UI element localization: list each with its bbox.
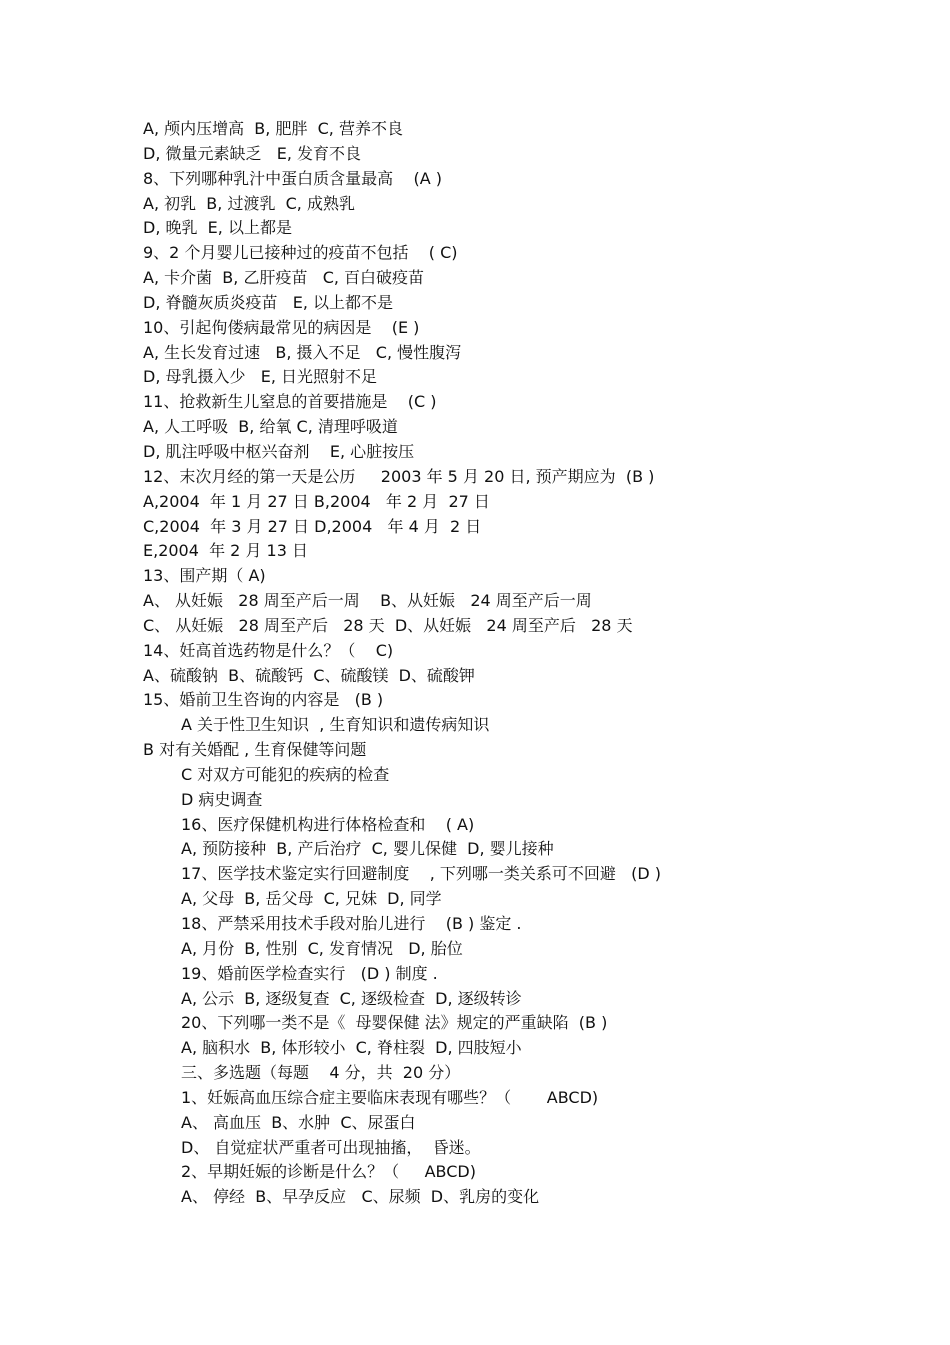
text-line: A, 月份 B, 性别 C, 发育情况 D, 胎位 <box>181 938 463 958</box>
text-line: A 关于性卫生知识 , 生育知识和遗传病知识 <box>181 715 490 735</box>
text-line: B 对有关婚配 , 生育保健等问题 <box>143 740 367 760</box>
text-line: C,2004 年 3 月 27 日 D,2004 年 4 月 2 日 <box>143 516 482 536</box>
text-line: A,2004 年 1 月 27 日 B,2004 年 2 月 27 日 <box>143 491 490 511</box>
question-line: 12、末次月经的第一天是公历 2003 年 5 月 20 日, 预产期应为 (B ) <box>143 466 655 486</box>
text-line: D, 脊髓灰质炎疫苗 E, 以上都不是 <box>143 292 394 312</box>
question-line: 8、下列哪种乳汁中蛋白质含量最高 (A ) <box>143 168 443 188</box>
text-line: A, 人工呼吸 B, 给氧 C, 清理呼吸道 <box>143 417 398 437</box>
text-line: D、 自觉症状严重者可出现抽搐， 昏迷。 <box>181 1137 481 1157</box>
question-line: 10、引起佝偻病最常见的病因是 (E ) <box>143 317 420 337</box>
question-line: 15、婚前卫生咨询的内容是 (B ) <box>143 690 384 710</box>
question-line: 18、严禁采用技术手段对胎儿进行 (B ) 鉴定 . <box>181 914 522 933</box>
text-line: A, 初乳 B, 过渡乳 C, 成熟乳 <box>143 193 355 213</box>
question-line: 20、下列哪一类不是《 母婴保健 法》规定的严重缺陷 (B ) <box>181 1013 608 1033</box>
text-line: A、硫酸钠 B、硫酸钙 C、硫酸镁 D、硫酸钾 <box>143 665 475 685</box>
question-line: 17、医学技术鉴定实行回避制度 , 下列哪一类关系可不回避 (D ) <box>181 864 662 884</box>
text-line: A、 高血压 B、水肿 C、尿蛋白 <box>181 1112 416 1132</box>
question-line: 11、抢救新生儿窒息的首要措施是 (C ) <box>143 392 437 412</box>
question-line: 14、妊高首选药物是什么？（ C) <box>143 640 394 660</box>
question-line: 19、婚前医学检查实行 (D ) 制度 . <box>181 963 438 983</box>
text-line: A, 父母 B, 岳父母 C, 兄妹 D, 同学 <box>181 889 442 909</box>
text-line: D, 微量元素缺乏 E, 发育不良 <box>143 143 362 163</box>
text-line: A、 从妊娠 28 周至产后一周 B、从妊娠 24 周至产后一周 <box>143 591 592 611</box>
text-line: A, 公示 B, 逐级复查 C, 逐级检查 D, 逐级转诊 <box>181 988 522 1008</box>
question-line: 13、围产期（ A) <box>143 566 266 586</box>
text-line: D, 晚乳 E, 以上都是 <box>143 218 292 238</box>
document-body <box>0 117 950 1210</box>
section-heading: 三、多选题（每题 4 分，共 20 分） <box>181 1063 461 1083</box>
text-line: A, 脑积水 B, 体形较小 C, 脊柱裂 D, 四肢短小 <box>181 1038 522 1058</box>
question-line: 16、医疗保健机构进行体格检查和 ( A) <box>181 814 475 834</box>
text-line: A, 颅内压增高 B, 肥胖 C, 营养不良 <box>143 119 403 138</box>
text-line: C、 从妊娠 28 周至产后 28 天 D、从妊娠 24 周至产后 28 天 <box>143 615 633 635</box>
question-line: 1、妊娠高血压综合症主要临床表现有哪些？（ ABCD) <box>181 1087 599 1107</box>
text-line: C 对双方可能犯的疾病的检查 <box>181 764 390 784</box>
text-line: A、 停经 B、早孕反应 C、尿频 D、乳房的变化 <box>181 1187 540 1207</box>
text-line: D, 母乳摄入少 E, 日光照射不足 <box>143 367 378 387</box>
text-line: A, 卡介菌 B, 乙肝疫苗 C, 百白破疫苗 <box>143 268 425 288</box>
question-line: 9、2 个月婴儿已接种过的疫苗不包括 ( C) <box>143 243 458 263</box>
text-line: E,2004 年 2 月 13 日 <box>143 541 308 561</box>
text-line: A, 生长发育过速 B, 摄入不足 C, 慢性腹泻 <box>143 342 462 362</box>
text-line: A, 预防接种 B, 产后治疗 C, 婴儿保健 D, 婴儿接种 <box>181 839 554 859</box>
question-line: 2、早期妊娠的诊断是什么？（ ABCD) <box>181 1162 476 1182</box>
text-line: D, 肌注呼吸中枢兴奋剂 E, 心脏按压 <box>143 441 415 461</box>
text-line: D 病史调查 <box>181 789 263 809</box>
